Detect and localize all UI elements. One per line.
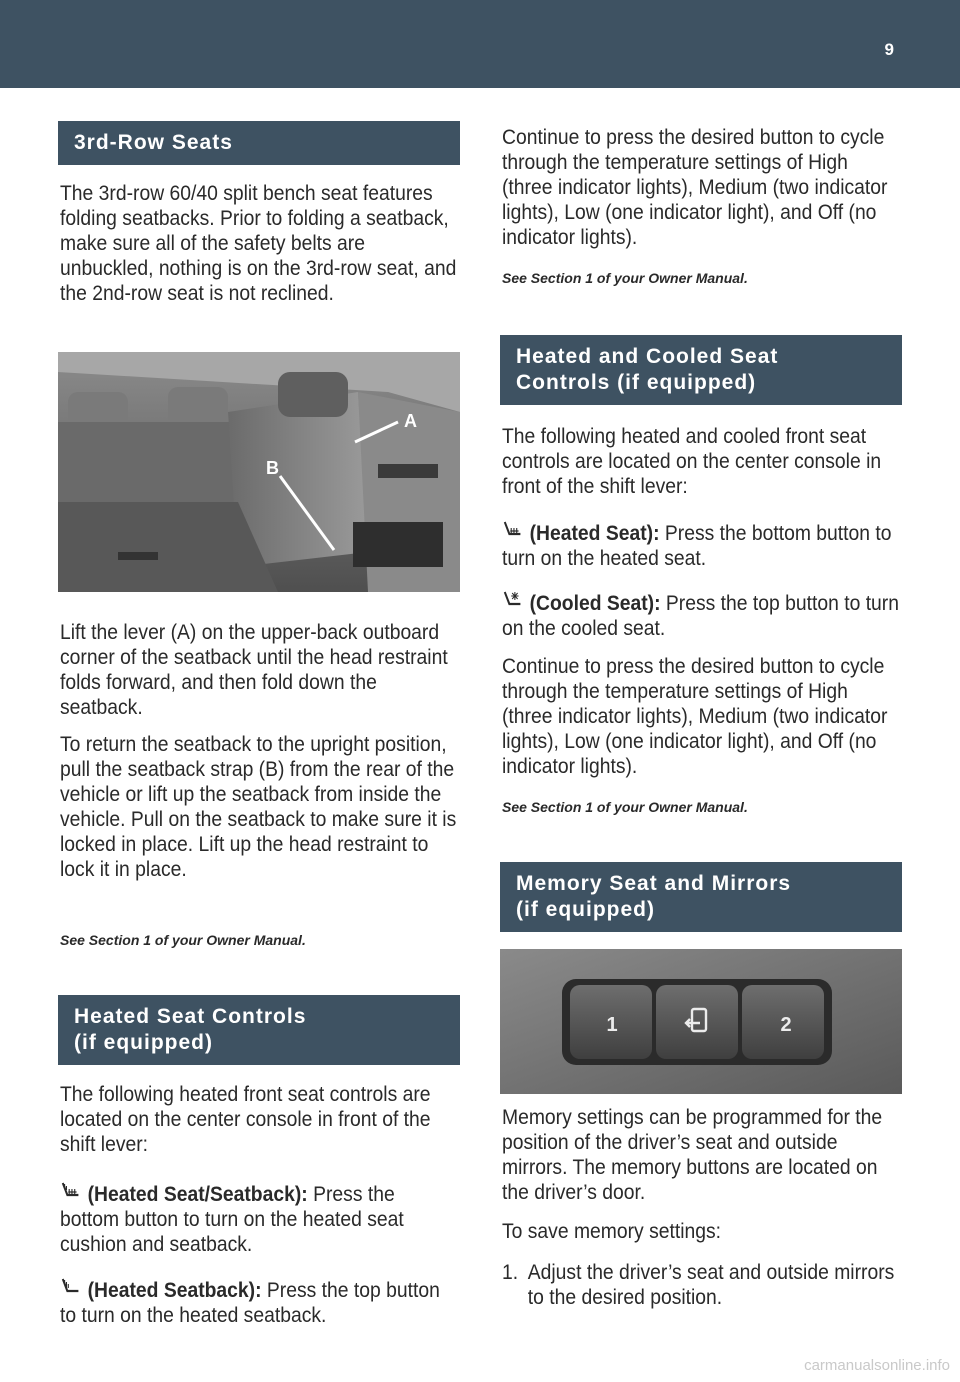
label-b: B: [266, 458, 279, 478]
memory-para2: [502, 1219, 902, 1244]
continue-text: Continue to press the desired button to cycle through the temperature settings of High (three indicator lights), Medium (two indicator lights), Low (one indicator light), and Off (no indicator lights).: [502, 126, 888, 249]
item2-text: Press the top button to turn on the heated seatback.: [60, 1279, 440, 1327]
heated-seat-item1: [60, 1181, 457, 1257]
intro-text: The following heated and cooled front seat controls are located on the center console in front of the shift lever:: [502, 425, 882, 498]
label-a: A: [404, 411, 417, 431]
section-heading-memory: [500, 862, 902, 932]
heated-cooled-intro: [502, 424, 902, 499]
item2-text: Press the top button to turn on the cooled seat.: [502, 592, 899, 640]
memory-button-2-label: 2: [780, 1014, 792, 1036]
heated-seat-icon: [502, 520, 524, 542]
step-number: 1.: [502, 1261, 519, 1284]
item2-label: (Heated Seatback):: [87, 1279, 262, 1302]
step-text: Adjust the driver’s seat and outside mirrors to the desired position.: [527, 1261, 895, 1309]
heated-cooled-continue: [502, 654, 902, 779]
heading-line2: (if equipped): [516, 898, 655, 921]
item1-label: (Heated Seat):: [529, 522, 660, 545]
continue-para-top: [502, 125, 902, 250]
third-row-intro: [60, 181, 457, 306]
para1-text: Lift the lever (A) on the upper-back outboard corner of the seatback until the head restraint folds forward, and then fold down the seatback.: [60, 621, 448, 719]
heated-cooled-item2: [502, 590, 902, 641]
continue-ref-top: See Section 1 of your Owner Manual.: [502, 270, 748, 286]
intro-text: The 3rd-row 60/40 split bench seat features folding seatbacks. Prior to folding a seatback, make sure all of the safety belts are unbuckled, nothing is on the 3rd-row seat, and the 2nd-row seat is not reclined.: [60, 182, 457, 305]
section-heading-3rd-row: [58, 121, 460, 165]
heading-line1: Heated and Cooled Seat: [516, 344, 779, 368]
heated-cooled-ref: See Section 1 of your Owner Manual.: [502, 799, 748, 815]
heading-line2: (if equipped): [74, 1031, 213, 1054]
heading-line2: Controls (if equipped): [516, 371, 757, 394]
section-heading-heated-cooled: [500, 335, 902, 405]
footer-watermark: carmanualsonline.info: [804, 1357, 950, 1374]
cargo-seat-photo: [58, 352, 460, 592]
memory-para1: [502, 1105, 902, 1205]
heated-seat-item2: [60, 1277, 457, 1328]
heading-line1: Heated Seat Controls: [74, 1004, 307, 1028]
heading-text: 3rd-Row Seats: [74, 130, 233, 154]
page-number: 9: [884, 40, 894, 59]
header-bar: [0, 0, 960, 88]
item2-label: (Cooled Seat):: [529, 592, 661, 615]
third-row-ref: See Section 1 of your Owner Manual.: [60, 932, 306, 948]
heated-seatback-icon: [60, 1277, 82, 1299]
continue-text: Continue to press the desired button to cycle through the temperature settings of High (three indicator lights), Medium (two indicator lights), Low (one indicator light), and Off (no indicator lights).: [502, 655, 888, 778]
item1-label: (Heated Seat/Seatback):: [87, 1183, 308, 1206]
heated-cooled-item1: [502, 520, 902, 571]
para2-text: To return the seatback to the upright position, pull the seatback strap (B) from the rear of the vehicle or lift up the seatback from inside the vehicle. Pull on the seatback to make sure it is locked in place. Lift up the head restraint to lock it in place.: [60, 733, 457, 881]
item1-text: Press the bottom button to turn on the heated seat cushion and seatback.: [60, 1183, 404, 1256]
heated-seat-intro: [60, 1082, 457, 1157]
item1-text: Press the bottom button to turn on the heated seat.: [502, 522, 892, 570]
intro-text: The following heated front seat controls are located on the center console in front of the shift lever:: [60, 1083, 431, 1156]
para2-text: To save memory settings:: [502, 1220, 722, 1243]
memory-step1: [502, 1260, 902, 1310]
memory-button-1-label: 1: [606, 1014, 618, 1036]
third-row-para1: [60, 620, 457, 720]
heading-line1: Memory Seat and Mirrors: [516, 871, 792, 895]
section-heading-heated-seat: [58, 995, 460, 1065]
cooled-seat-icon: [502, 590, 524, 612]
para1-text: Memory settings can be programmed for the position of the driver’s seat and outside mirrors. The memory buttons are located on the driver’s door.: [502, 1106, 883, 1204]
memory-buttons-photo: [500, 949, 902, 1094]
heated-seat-seatback-icon: [60, 1181, 82, 1203]
third-row-para2: [60, 732, 457, 882]
